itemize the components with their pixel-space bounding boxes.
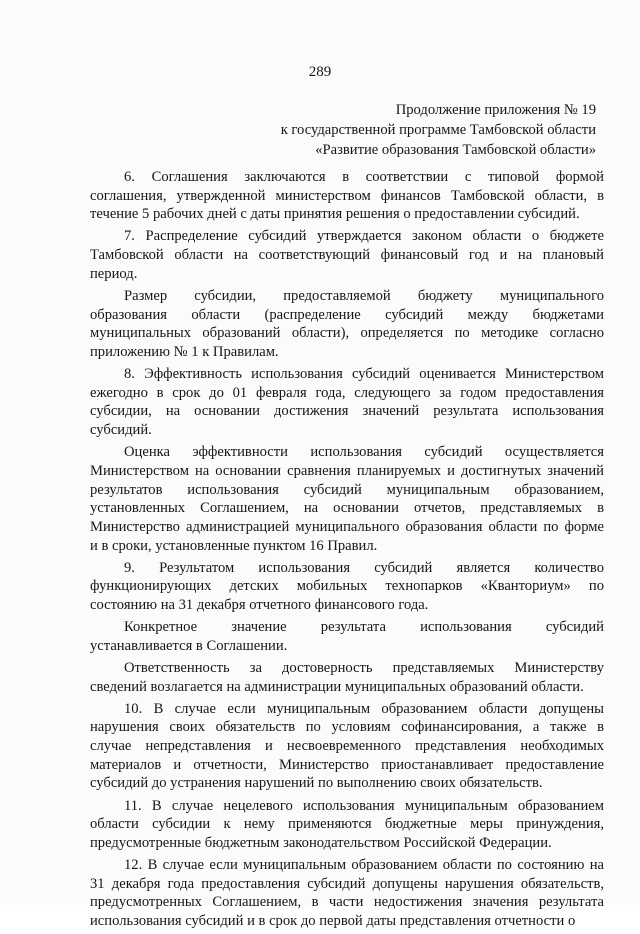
paragraph-line: и в сроки, установленные пунктом 16 Правил.: [90, 537, 378, 554]
paragraph-line: области субсидии к нему применяются бюджетные меры принуждения,: [90, 816, 604, 833]
paragraph: [90, 856, 604, 931]
paragraph-line: 8. Эффективность использования субсидий оценивается Министерством: [124, 366, 604, 383]
paragraph: [90, 227, 604, 283]
paragraph-line: 31 декабря года предоставления субсидий допущены нарушения обязательств,: [90, 875, 604, 892]
paragraph-line: Ответственность за достоверность представляемых Министерству: [124, 659, 604, 676]
paragraph-line: муниципальных образований области), определяется по методике согласно: [90, 325, 604, 342]
paragraph-line: Размер субсидии, предоставляемой бюджету муниципального: [124, 287, 604, 304]
paragraph-line: период.: [90, 265, 138, 282]
paragraph-line: состоянию на 31 декабря отчетного финансового года.: [90, 597, 429, 614]
paragraph-line: Тамбовской области на соответствующий финансовый год и на плановый: [90, 247, 604, 264]
paragraph-line: Министерством на основании сравнения планируемых и достигнутых значений: [90, 462, 604, 479]
paragraph-line: субсидий до устранения нарушений по выполнению своих обязательств.: [90, 775, 543, 792]
paragraph: [90, 168, 604, 224]
paragraph: [90, 287, 604, 362]
paragraph-line: сведений возлагается на администрации муниципальных образований области.: [90, 678, 584, 695]
paragraph-line: 6. Соглашения заключаются в соответствии с типовой формой: [124, 169, 604, 185]
paragraph-line: установленных Соглашением, на основании отчетов, представляемых в: [90, 500, 604, 517]
paragraph-line: предусмотренные бюджетным законодательством Российской Федерации.: [90, 834, 552, 851]
paragraph-line: 9. Результатом использования субсидий является количество: [124, 559, 604, 576]
paragraph-line: соглашения, утвержденной министерством финансов Тамбовской области, в: [90, 187, 604, 204]
paragraph: [90, 443, 604, 555]
paragraph-line: функционирующих детских мобильных технопарков «Кванториум» по: [90, 578, 604, 595]
document-body: [90, 168, 604, 934]
paragraph: [90, 618, 604, 655]
appendix-header-line: Продолжение приложения № 19: [395, 102, 596, 118]
paragraph-line: Оценка эффективности использования субсидий осуществляется: [124, 444, 604, 461]
paragraph-line: 12. В случае если муниципальным образованием области по состоянию на: [124, 856, 604, 873]
paragraph-line: случае непредставления и несвоевременного представления необходимых: [90, 738, 604, 755]
paragraph-line: субсидий.: [90, 422, 152, 439]
paragraph-line: нарушения своих обязательств по условиям софинансирования, а также в: [90, 719, 604, 736]
paragraph-line: ежегодно в срок до 01 февраля года, следующего за годом предоставления: [90, 384, 604, 401]
paragraph-line: 11. В случае нецелевого использования муниципальным образованием: [124, 797, 604, 814]
paragraph-line: приложению № 1 к Правилам.: [90, 343, 279, 360]
paragraph: [90, 700, 604, 793]
paragraph: [90, 659, 604, 696]
paragraph-line: образования области (распределение субсидий между бюджетами: [90, 306, 604, 323]
paragraph: [90, 797, 604, 853]
appendix-header-line: «Развитие образования Тамбовской области»: [315, 142, 596, 158]
paragraph-line: материалов и отчетности, Министерство приостанавливает предоставление: [90, 756, 604, 773]
paragraph-line: предусмотренных Соглашением, в части недостижения значения результата: [90, 894, 604, 911]
paragraph: [90, 559, 604, 615]
page-number: 289: [308, 64, 332, 80]
paragraph: [90, 365, 604, 440]
paragraph-line: результатов использования субсидий муниципальным образованием,: [90, 481, 604, 498]
paragraph-line: течение 5 рабочих дней с даты принятия решения о предоставлении субсидий.: [90, 206, 580, 223]
paragraph-line: 10. В случае если муниципальным образованием области допущены: [124, 700, 604, 717]
paragraph-line: Министерство администрацией муниципального образования области по форме: [90, 518, 604, 535]
appendix-header: [176, 100, 596, 160]
appendix-header-line: к государственной программе Тамбовской области: [280, 122, 596, 138]
paragraph-line: субсидии, на основании достижения значений результата использования: [90, 403, 604, 420]
paragraph-line: использования субсидий и в срок до первой даты представления отчетности о: [90, 913, 576, 930]
paragraph-line: Конкретное значение результата использования субсидий: [124, 619, 604, 636]
paragraph-line: устанавливается в Соглашении.: [90, 637, 288, 654]
paragraph-line: 7. Распределение субсидий утверждается законом области о бюджете: [124, 228, 604, 245]
